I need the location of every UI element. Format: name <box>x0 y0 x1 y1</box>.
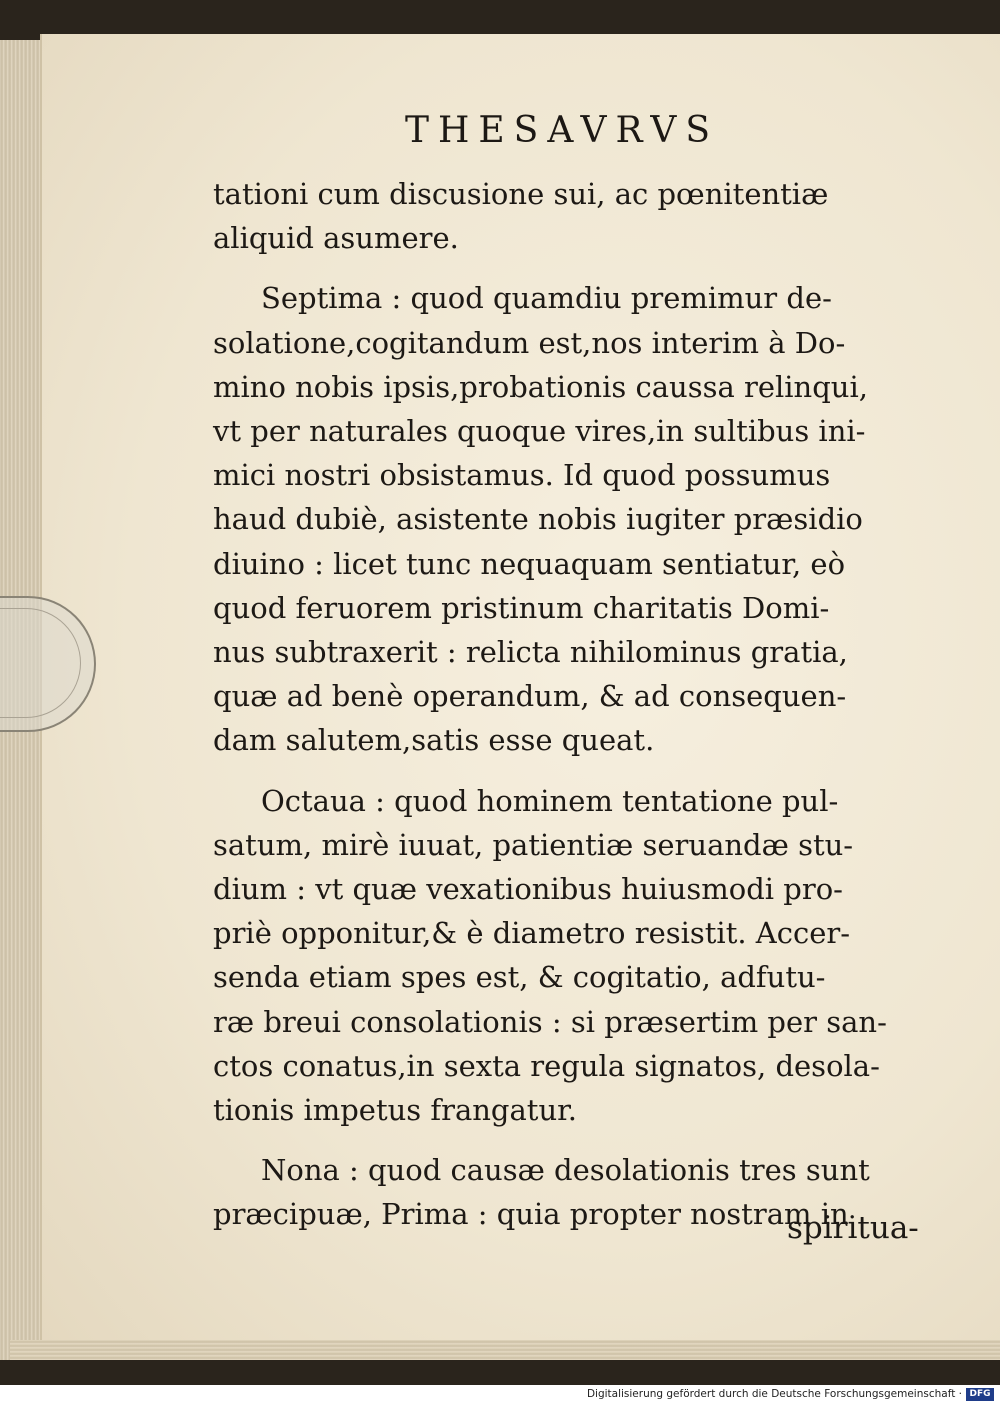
text-line: solatione,cogitandum est,nos interim à Do- <box>213 325 846 360</box>
text-line: quæ ad benè operandum, & ad consequen- <box>213 679 847 714</box>
funding-credit: Digitalisierung gefördert durch die Deutsche Forschungsgemeinschaft · <box>586 1388 962 1400</box>
body-text <box>213 172 933 1253</box>
text-line: quod feruorem pristinum charitatis Domi- <box>213 590 830 625</box>
text-line: senda etiam spes est, & cogitatio, adfutu- <box>213 960 826 995</box>
text-line: præcipuæ, Prima : quia propter nostram in <box>213 1197 849 1232</box>
text-line: ctos conatus,in sexta regula signatos, desola- <box>213 1048 880 1083</box>
text-line: Septima : quod quamdiu premimur de- <box>261 281 832 316</box>
text-line: priè opponitur,& è diametro resistit. Accer- <box>213 916 851 951</box>
text-line: dam salutem,satis esse queat. <box>213 723 655 758</box>
text-line: dium : vt quæ vexationibus huiusmodi pro- <box>213 872 843 907</box>
text-line: Nona : quod causæ desolationis tres sunt <box>261 1153 870 1188</box>
digitization-footer <box>0 1385 1000 1404</box>
paragraph-septima <box>213 276 933 762</box>
text-line: Octaua : quod hominem tentatione pul- <box>261 783 839 818</box>
page-edges-bottom <box>10 1340 1000 1360</box>
text-line: satum, mirè iuuat, patientiæ seruandæ stu- <box>213 827 854 862</box>
text-line: haud dubiè, asistente nobis iugiter præsidio <box>213 502 863 537</box>
dfg-logo-icon: DFG <box>966 1388 994 1401</box>
text-line: diuino : licet tunc nequaquam sentiatur, eò <box>213 546 846 581</box>
text-line: ræ breui consolationis : si præsertim per san- <box>213 1004 887 1039</box>
text-line: nus subtraxerit : relicta nihilominus gratia, <box>213 635 848 670</box>
text-line: mici nostri obsistamus. Id quod possumus <box>213 458 831 493</box>
paragraph-continuation <box>213 172 933 260</box>
text-line: vt per naturales quoque vires,in sultibus ini- <box>213 414 866 449</box>
text-line: tionis impetus frangatur. <box>213 1093 578 1128</box>
running-head: THESAVRVS <box>405 110 720 151</box>
text-line: mino nobis ipsis,probationis caussa relinqui, <box>213 369 868 404</box>
paragraph-octaua <box>213 779 933 1133</box>
catchword: spiritua- <box>787 1210 919 1246</box>
text-line: tationi cum discusione sui, ac pœnitentiæ <box>213 177 829 211</box>
text-line: aliquid asumere. <box>213 221 459 256</box>
